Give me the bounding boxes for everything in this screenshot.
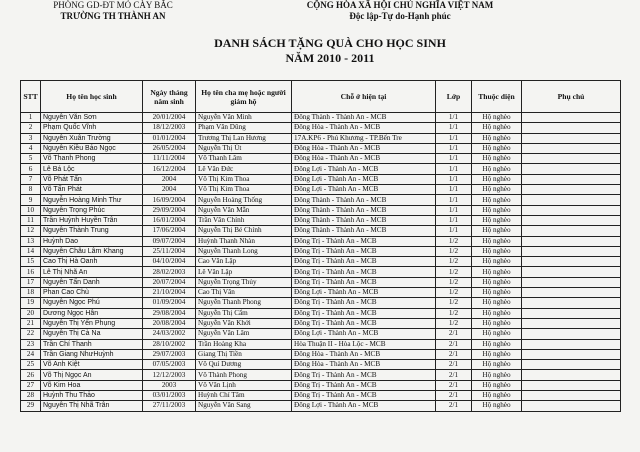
cell-stt: 26: [21, 370, 41, 380]
cell-parent: Võ Thị Kim Thoa: [196, 185, 292, 195]
cell-address: Đông Lợi - Thành An - MCB: [292, 288, 436, 298]
cell-category: Hộ nghèo: [472, 164, 522, 174]
cell-dob: 2004: [143, 185, 196, 195]
cell-name: Nguyễn Văn Sơn: [41, 113, 143, 123]
table-row: [21, 164, 621, 174]
cell-dob: 28/02/2003: [143, 267, 196, 277]
column-header-grade: Lớp: [436, 81, 472, 113]
cell-name: Nguyễn Thị Yến Phụng: [41, 318, 143, 328]
cell-grade: 1/2: [436, 298, 472, 308]
cell-parent: Nguyễn Hoàng Thống: [196, 195, 292, 205]
column-header-note: Phụ chú: [522, 81, 621, 113]
cell-parent: Nguyễn Văn Mẫn: [196, 205, 292, 215]
cell-grade: 2/1: [436, 349, 472, 359]
cell-dob: 29/08/2004: [143, 308, 196, 318]
cell-note: [522, 164, 621, 174]
cell-dob: 16/09/2004: [143, 195, 196, 205]
country-name: CỘNG HÒA XÃ HỘI CHỦ NGHĨA VIỆT NAM: [306, 0, 494, 10]
cell-note: [522, 339, 621, 349]
cell-stt: 21: [21, 318, 41, 328]
cell-note: [522, 318, 621, 328]
cell-category: Hộ nghèo: [472, 123, 522, 133]
table-row: [21, 349, 621, 359]
cell-dob: 20/01/2004: [143, 113, 196, 123]
cell-grade: 2/1: [436, 391, 472, 401]
cell-dob: 25/11/2004: [143, 246, 196, 256]
table-row: [21, 185, 621, 195]
cell-stt: 24: [21, 349, 41, 359]
cell-name: Nguyễn Kiều Bảo Ngọc: [41, 143, 143, 153]
column-header-stt: STT: [21, 81, 41, 113]
table-row: [21, 133, 621, 143]
cell-dob: 16/01/2004: [143, 215, 196, 225]
cell-address: Đông Trị - Thành An - MCB: [292, 380, 436, 390]
cell-stt: 2: [21, 123, 41, 133]
cell-grade: 2/1: [436, 360, 472, 370]
cell-dob: 2003: [143, 380, 196, 390]
cell-note: [522, 257, 621, 267]
cell-parent: Nguyễn Thị Cẩm: [196, 308, 292, 318]
cell-parent: Lê Văn Đức: [196, 164, 292, 174]
cell-grade: 1/2: [436, 267, 472, 277]
national-motto: Độc lập-Tự do-Hạnh phúc: [349, 11, 451, 21]
cell-grade: 1/1: [436, 133, 472, 143]
cell-stt: 20: [21, 308, 41, 318]
cell-grade: 1/2: [436, 308, 472, 318]
cell-name: Nguyễn Hoàng Minh Thư: [41, 195, 143, 205]
cell-dob: 24/03/2002: [143, 329, 196, 339]
cell-note: [522, 349, 621, 359]
cell-address: Đông Trị - Thành An - MCB: [292, 391, 436, 401]
cell-note: [522, 236, 621, 246]
cell-grade: 1/1: [436, 123, 472, 133]
cell-category: Hộ nghèo: [472, 257, 522, 267]
cell-note: [522, 267, 621, 277]
cell-dob: 16/12/2004: [143, 164, 196, 174]
cell-note: [522, 298, 621, 308]
cell-stt: 1: [21, 113, 41, 123]
column-header-address: Chỗ ở hiện tại: [292, 81, 436, 113]
cell-grade: 2/1: [436, 370, 472, 380]
cell-name: Lê Thị Nhã An: [41, 267, 143, 277]
cell-note: [522, 195, 621, 205]
table-row: [21, 113, 621, 123]
cell-name: Dương Ngọc Hân: [41, 308, 143, 318]
cell-category: Hộ nghèo: [472, 391, 522, 401]
cell-parent: Nguyễn Văn Lâm: [196, 329, 292, 339]
cell-dob: 04/10/2004: [143, 257, 196, 267]
cell-stt: 10: [21, 205, 41, 215]
cell-name: Huỳnh Dao: [41, 236, 143, 246]
cell-name: Trần Huỳnh Huyền Trân: [41, 215, 143, 225]
table-row: [21, 257, 621, 267]
table-row: [21, 401, 621, 411]
table-row: [21, 123, 621, 133]
cell-address: Đông Trị - Thành An - MCB: [292, 246, 436, 256]
cell-note: [522, 113, 621, 123]
cell-grade: 1/1: [436, 174, 472, 184]
cell-note: [522, 226, 621, 236]
table-row: [21, 288, 621, 298]
cell-name: Huỳnh Thu Thảo: [41, 391, 143, 401]
school-name: TRƯỜNG TH THÀNH AN: [60, 11, 166, 21]
cell-dob: 11/11/2004: [143, 154, 196, 164]
table-row: [21, 154, 621, 164]
cell-parent: Nguyễn Trọng Thủy: [196, 277, 292, 287]
cell-parent: Nguyễn Thị Bé Chính: [196, 226, 292, 236]
table-row: [21, 246, 621, 256]
cell-name: Lê Bá Lộc: [41, 164, 143, 174]
cell-note: [522, 133, 621, 143]
cell-name: Cao Thị Hà Oanh: [41, 257, 143, 267]
cell-note: [522, 380, 621, 390]
cell-stt: 6: [21, 164, 41, 174]
cell-stt: 9: [21, 195, 41, 205]
cell-category: Hộ nghèo: [472, 380, 522, 390]
table-row: [21, 277, 621, 287]
cell-category: Hộ nghèo: [472, 401, 522, 411]
cell-category: Hộ nghèo: [472, 205, 522, 215]
cell-category: Hộ nghèo: [472, 349, 522, 359]
cell-note: [522, 288, 621, 298]
table-row: [21, 298, 621, 308]
cell-category: Hộ nghèo: [472, 154, 522, 164]
cell-dob: 07/05/2003: [143, 360, 196, 370]
cell-stt: 16: [21, 267, 41, 277]
cell-note: [522, 154, 621, 164]
cell-parent: Cao Thị Văn: [196, 288, 292, 298]
cell-dob: 01/01/2004: [143, 133, 196, 143]
cell-note: [522, 185, 621, 195]
cell-name: Trần Giang NhưHuỳnh: [41, 349, 143, 359]
cell-category: Hộ nghèo: [472, 329, 522, 339]
cell-grade: 1/1: [436, 113, 472, 123]
cell-name: Nguyễn Trọng Phúc: [41, 205, 143, 215]
table-row: [21, 205, 621, 215]
table-row: [21, 215, 621, 225]
cell-category: Hộ nghèo: [472, 113, 522, 123]
cell-grade: 1/1: [436, 205, 472, 215]
cell-category: Hộ nghèo: [472, 308, 522, 318]
cell-parent: Trần Hoàng Kha: [196, 339, 292, 349]
cell-parent: Nguyễn Văn Minh: [196, 113, 292, 123]
cell-note: [522, 205, 621, 215]
cell-note: [522, 215, 621, 225]
cell-parent: Nguyễn Văn Sang: [196, 401, 292, 411]
cell-note: [522, 391, 621, 401]
cell-grade: 2/1: [436, 339, 472, 349]
cell-grade: 2/1: [436, 329, 472, 339]
table-row: [21, 236, 621, 246]
cell-category: Hộ nghèo: [472, 298, 522, 308]
cell-category: Hộ nghèo: [472, 277, 522, 287]
cell-stt: 19: [21, 298, 41, 308]
cell-address: Đông Lợi - Thành An - MCB: [292, 164, 436, 174]
column-header-parent: Họ tên cha mẹ hoặc người giám hộ: [196, 81, 292, 113]
cell-name: Nguyễn Thành Trung: [41, 226, 143, 236]
cell-dob: 2004: [143, 174, 196, 184]
cell-address: Đông Lợi - Thành An - MCB: [292, 329, 436, 339]
cell-stt: 11: [21, 215, 41, 225]
cell-parent: Nguyễn Thanh Phong: [196, 298, 292, 308]
table-row: [21, 391, 621, 401]
cell-parent: Nguyễn Văn Khởi: [196, 318, 292, 328]
cell-category: Hộ nghèo: [472, 370, 522, 380]
cell-dob: 26/05/2004: [143, 143, 196, 153]
cell-note: [522, 143, 621, 153]
cell-grade: 2/1: [436, 380, 472, 390]
cell-stt: 29: [21, 401, 41, 411]
cell-parent: Võ Thành Phong: [196, 370, 292, 380]
table-row: [21, 318, 621, 328]
cell-address: Đông Trị - Thành An - MCB: [292, 236, 436, 246]
cell-address: Đông Trị - Thành An - MCB: [292, 277, 436, 287]
cell-stt: 28: [21, 391, 41, 401]
cell-category: Hộ nghèo: [472, 288, 522, 298]
title-line-1: DANH SÁCH TẶNG QUÀ CHO HỌC SINH: [214, 36, 446, 50]
document-header-left: [8, 0, 218, 22]
cell-dob: 17/06/2004: [143, 226, 196, 236]
table-row: [21, 380, 621, 390]
cell-name: Võ Thanh Phong: [41, 154, 143, 164]
cell-grade: 1/1: [436, 164, 472, 174]
column-header-category: Thuộc diện: [472, 81, 522, 113]
cell-parent: Huỳnh Thanh Nhàn: [196, 236, 292, 246]
cell-name: Võ Tấn Phát: [41, 185, 143, 195]
cell-name: Võ Thị Ngọc An: [41, 370, 143, 380]
cell-grade: 1/1: [436, 215, 472, 225]
student-gift-table: [20, 80, 621, 412]
table-row: [21, 360, 621, 370]
cell-stt: 12: [21, 226, 41, 236]
cell-note: [522, 401, 621, 411]
cell-parent: Võ Thanh Lâm: [196, 154, 292, 164]
cell-name: Phan Cao Chù: [41, 288, 143, 298]
cell-note: [522, 246, 621, 256]
cell-grade: 1/1: [436, 154, 472, 164]
cell-stt: 8: [21, 185, 41, 195]
cell-name: Nguyễn Thị Cà Na: [41, 329, 143, 339]
cell-category: Hộ nghèo: [472, 195, 522, 205]
table-header-row: [21, 81, 621, 113]
table-row: [21, 195, 621, 205]
cell-stt: 7: [21, 174, 41, 184]
column-header-dob: Ngày tháng năm sinh: [143, 81, 196, 113]
cell-name: Võ Kim Hoa: [41, 380, 143, 390]
cell-address: Đông Thành - Thành An - MCB: [292, 226, 436, 236]
cell-grade: 1/1: [436, 226, 472, 236]
cell-parent: Huỳnh Chí Tâm: [196, 391, 292, 401]
cell-grade: 2/1: [436, 401, 472, 411]
cell-grade: 1/1: [436, 143, 472, 153]
table-row: [21, 174, 621, 184]
cell-parent: Nguyễn Thị Út: [196, 143, 292, 153]
table-row: [21, 339, 621, 349]
cell-stt: 13: [21, 236, 41, 246]
cell-address: Đông Thành - Thành An - MCB: [292, 215, 436, 225]
cell-stt: 25: [21, 360, 41, 370]
cell-name: Nguyễn Thị Nhã Trân: [41, 401, 143, 411]
cell-address: Đông Trị - Thành An - MCB: [292, 318, 436, 328]
cell-stt: 27: [21, 380, 41, 390]
cell-dob: 03/01/2003: [143, 391, 196, 401]
cell-category: Hộ nghèo: [472, 339, 522, 349]
cell-address: Đông Lợi - Thành An - MCB: [292, 401, 436, 411]
cell-note: [522, 370, 621, 380]
cell-stt: 5: [21, 154, 41, 164]
cell-name: Nguyễn Châu Lâm Khang: [41, 246, 143, 256]
cell-parent: Võ Quí Dương: [196, 360, 292, 370]
cell-grade: 1/1: [436, 195, 472, 205]
cell-name: Nguyễn Tấn Danh: [41, 277, 143, 287]
cell-name: Võ Phát Tấn: [41, 174, 143, 184]
cell-parent: Trần Văn Chính: [196, 215, 292, 225]
cell-address: Đông Hòa - Thành An - MCB: [292, 143, 436, 153]
table-row: [21, 267, 621, 277]
cell-note: [522, 360, 621, 370]
table-row: [21, 370, 621, 380]
cell-address: Đông Hòa - Thành An - MCB: [292, 154, 436, 164]
cell-name: Phạm Quốc Vĩnh: [41, 123, 143, 133]
cell-stt: 23: [21, 339, 41, 349]
cell-stt: 17: [21, 277, 41, 287]
cell-parent: Võ Văn Lịnh: [196, 380, 292, 390]
cell-address: Đông Trị - Thành An - MCB: [292, 370, 436, 380]
cell-category: Hộ nghèo: [472, 174, 522, 184]
department-name: PHÒNG GD-ĐT MỎ CÀY BẮC: [53, 0, 173, 10]
cell-stt: 15: [21, 257, 41, 267]
cell-stt: 18: [21, 288, 41, 298]
cell-address: Đông Hòa - Thành An - MCB: [292, 123, 436, 133]
title-line-2: NĂM 2010 - 2011: [285, 51, 375, 65]
cell-category: Hộ nghèo: [472, 226, 522, 236]
cell-name: Trần Chí Thanh: [41, 339, 143, 349]
cell-parent: Cao Văn Lập: [196, 257, 292, 267]
cell-category: Hộ nghèo: [472, 318, 522, 328]
cell-grade: 1/2: [436, 236, 472, 246]
cell-category: Hộ nghèo: [472, 246, 522, 256]
cell-parent: Giang Thị Tiền: [196, 349, 292, 359]
cell-grade: 1/2: [436, 257, 472, 267]
cell-address: Đông Trị - Thành An - MCB: [292, 308, 436, 318]
cell-grade: 1/2: [436, 288, 472, 298]
document-header-right: [250, 0, 550, 22]
cell-parent: Trương Thị Lan Hương: [196, 133, 292, 143]
cell-address: Đông Lợi - Thành An - MCB: [292, 174, 436, 184]
cell-note: [522, 123, 621, 133]
cell-address: Đông Thành - Thành An - MCB: [292, 113, 436, 123]
cell-parent: Võ Thị Kim Thoa: [196, 174, 292, 184]
cell-dob: 20/07/2004: [143, 277, 196, 287]
cell-address: Đông Thành - Thành An - MCB: [292, 195, 436, 205]
document-title: [150, 36, 510, 66]
cell-category: Hộ nghèo: [472, 236, 522, 246]
table-row: [21, 308, 621, 318]
cell-address: Đông Trị - Thành An - MCB: [292, 298, 436, 308]
cell-address: 17A.KP6 - Phú Khương - TP.Bến Tre: [292, 133, 436, 143]
cell-name: Võ Anh Kiệt: [41, 360, 143, 370]
cell-address: Đông Lợi - Thành An - MCB: [292, 185, 436, 195]
cell-dob: 18/12/2003: [143, 123, 196, 133]
cell-address: Hòa Thuận II - Hòa Lộc - MCB: [292, 339, 436, 349]
cell-dob: 29/09/2004: [143, 205, 196, 215]
cell-dob: 20/08/2004: [143, 318, 196, 328]
cell-grade: 1/2: [436, 246, 472, 256]
cell-name: Nguyễn Ngọc Phú: [41, 298, 143, 308]
cell-grade: 1/2: [436, 277, 472, 287]
cell-parent: Lê Văn Lập: [196, 267, 292, 277]
cell-stt: 22: [21, 329, 41, 339]
cell-category: Hộ nghèo: [472, 267, 522, 277]
table-row: [21, 329, 621, 339]
cell-name: Nguyễn Xuân Trường: [41, 133, 143, 143]
cell-note: [522, 308, 621, 318]
cell-category: Hộ nghèo: [472, 143, 522, 153]
cell-note: [522, 277, 621, 287]
column-header-name: Họ tên học sinh: [41, 81, 143, 113]
cell-dob: 27/11/2003: [143, 401, 196, 411]
cell-parent: Nguyễn Thanh Long: [196, 246, 292, 256]
cell-category: Hộ nghèo: [472, 133, 522, 143]
cell-parent: Phạm Văn Dũng: [196, 123, 292, 133]
table-row: [21, 143, 621, 153]
cell-stt: 14: [21, 246, 41, 256]
cell-dob: 12/12/2003: [143, 370, 196, 380]
cell-note: [522, 174, 621, 184]
cell-category: Hộ nghèo: [472, 360, 522, 370]
cell-grade: 1/1: [436, 185, 472, 195]
cell-address: Đông Hòa - Thành An - MCB: [292, 349, 436, 359]
cell-dob: 01/09/2004: [143, 298, 196, 308]
cell-address: Đông Thành - Thành An - MCB: [292, 205, 436, 215]
cell-dob: 28/10/2002: [143, 339, 196, 349]
cell-grade: 1/2: [436, 318, 472, 328]
cell-dob: 29/07/2003: [143, 349, 196, 359]
cell-dob: 09/07/2004: [143, 236, 196, 246]
cell-address: Đông Trị - Thành An - MCB: [292, 267, 436, 277]
cell-address: Đông Trị - Thành An - MCB: [292, 257, 436, 267]
cell-stt: 4: [21, 143, 41, 153]
table-row: [21, 226, 621, 236]
cell-category: Hộ nghèo: [472, 185, 522, 195]
cell-category: Hộ nghèo: [472, 215, 522, 225]
cell-address: Đông Hòa - Thành An - MCB: [292, 360, 436, 370]
cell-stt: 3: [21, 133, 41, 143]
cell-note: [522, 329, 621, 339]
cell-dob: 21/10/2004: [143, 288, 196, 298]
